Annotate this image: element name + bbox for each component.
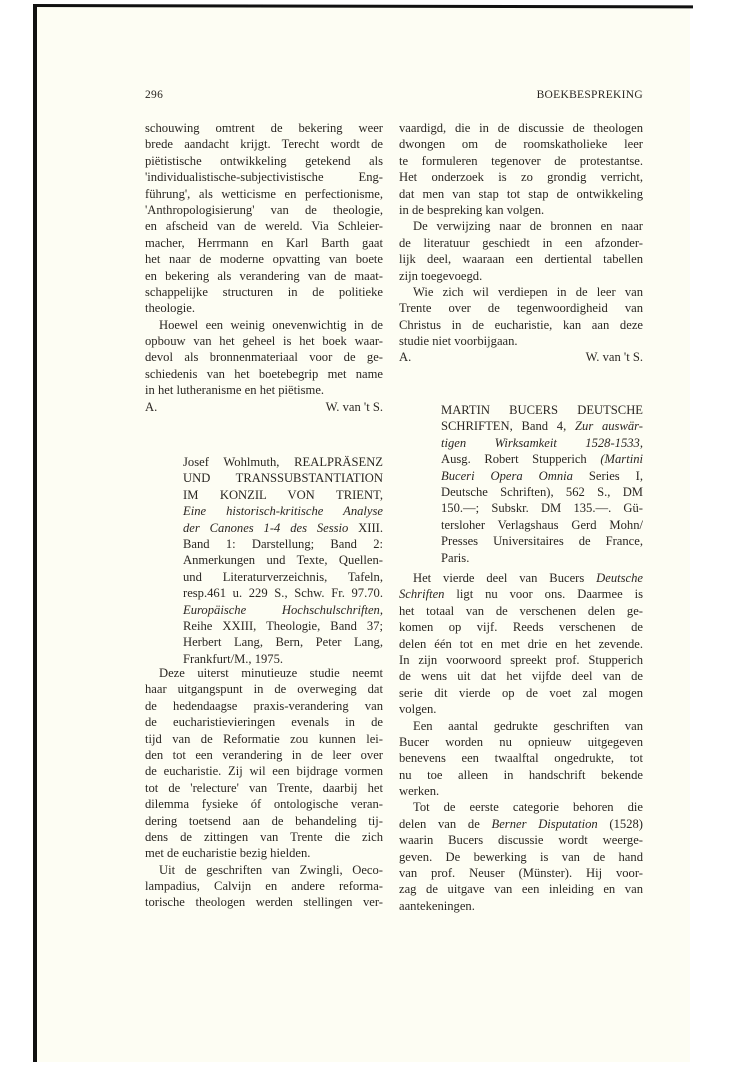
text-line: geven. De bewerking is van de hand: [399, 849, 643, 864]
text-line: tijd van de Reformatie zou kunnen lei-: [145, 731, 383, 746]
review2-signature: [399, 349, 643, 365]
text-line: lampadius, Calvijn en andere reforma-: [145, 879, 383, 894]
text-line: volgen.: [399, 702, 437, 717]
paragraph: [399, 218, 643, 284]
italic-text: tigen Wirksamkeit 1528-1533,: [441, 435, 643, 450]
review3-book-reference: [441, 402, 643, 566]
text-line: führung', als wetticisme en perfectionisme,: [145, 186, 383, 201]
signature-initial: A.: [145, 400, 158, 414]
text-line: Uit de geschriften van Zwingli, Oeco-: [159, 862, 383, 877]
text-line: Herbert Lang, Bern, Peter Lang,: [183, 635, 383, 650]
text-line: haar uitgangspunt in de overweging dat: [145, 682, 383, 697]
text-line: Presses Universitaires de France,: [441, 534, 643, 549]
text-line: dat men van stap tot stap de ontwikkeling: [399, 186, 643, 201]
signature-author: W. van 't S.: [585, 350, 643, 364]
text-line: de eucharistievieringen evenals in de: [145, 715, 383, 730]
text-line: werken.: [399, 784, 440, 799]
text-line: aantekeningen.: [399, 898, 475, 913]
text-line: devol als bronnenmateriaal voor de ge-: [145, 350, 383, 365]
text-line: Tot de eerste categorie behoren die: [413, 800, 643, 815]
text-line: en bekering als verandering van de maat-: [145, 268, 383, 283]
text-line: torische theologen werden stellingen ver-: [145, 895, 383, 910]
text-line: 'Anthropologisierung' van de theologie,: [145, 202, 383, 217]
right-review2-body: [399, 120, 643, 349]
text-line: resp.461 u. 229 S., Schw. Fr. 97.70.: [183, 586, 383, 601]
text-line: serie dit vierde op de voet zal mogen: [399, 685, 643, 700]
italic-text: Schriften: [399, 587, 445, 602]
left-review2-body: [145, 665, 383, 911]
text-line: vaardigd, die in de discussie de theologen: [399, 121, 643, 135]
text-line: delen één tot en met drie en het zevende.: [399, 636, 643, 651]
text-line: [183, 503, 383, 519]
text-line: in het lutheranisme en het piëtisme.: [145, 383, 325, 398]
text-line: Een aantal gedrukte geschriften van: [413, 718, 643, 733]
text-line: tersloher Verlagshaus Gerd Mohn/: [441, 517, 643, 532]
text-line: dwongen om de roomskatholieke leer: [399, 137, 643, 152]
italic-text: Deutsche: [596, 571, 643, 585]
text-line: het naar de moderne opvatting van boete: [145, 252, 383, 267]
text-line: den tot een verandering in de leer over: [145, 747, 383, 762]
text-line: komen op vijf. Reeds verschenen de: [399, 620, 643, 635]
text-line: Deze uiterst minutieuze studie neemt: [159, 666, 383, 680]
text-line: de hedendaagse praxis-verandering van: [145, 698, 383, 713]
text-line: schiedenis van het boetebegrip met name: [145, 366, 383, 381]
text-line: studie niet voorbijgaan.: [399, 334, 518, 349]
text-line: Josef Wohlmuth, REALPRÄSENZ: [183, 455, 383, 469]
text-line: De verwijzing naar de bronnen en naar: [413, 219, 643, 234]
text-line: de eucharistie. Zij wil een bijdrage vormen: [145, 764, 383, 779]
text-line: Paris.: [441, 550, 470, 565]
text-line: In zijn voorwoord spreekt prof. Stupperich: [399, 652, 643, 667]
text-line: SCHRIFTEN, Band 4, Zur auswär-: [441, 419, 644, 434]
text-line: piëtistische ontwikkeling getekend als: [145, 153, 383, 168]
text-line: dens de zittingen van Trente die zich: [145, 829, 383, 844]
text-line: lijk deel, waaraan een dertiental tabellen: [399, 252, 643, 267]
text-line: dilemma fysieke óf ontologische veran-: [145, 797, 383, 812]
text-line: dering toetsend aan de behandeling tij-: [145, 813, 383, 828]
text-line: brede aandacht krijgt. Terecht wordt de: [145, 137, 383, 152]
paragraph: [399, 120, 643, 218]
text-line: UND TRANSSUBSTANTIATION: [183, 471, 383, 486]
text-line: und Literaturverzeichnis, Tafeln,: [183, 569, 383, 584]
text-line: [183, 602, 383, 618]
text-line: schouwing omtrent de bekering weer: [145, 121, 383, 135]
right-review3-body: [399, 570, 643, 914]
text-line: en afscheid van de wereld. Via Schleier-: [145, 219, 383, 234]
text-line: Bucer worden nu opnieuw uitgegeven: [399, 734, 643, 749]
text-line: delen van de Berner Disputation (1528): [399, 816, 643, 831]
italic-text: Eine historisch-kritische Analyse: [183, 504, 383, 519]
text-line: Het onderzoek is zo grondig verricht,: [399, 170, 643, 185]
text-line: benevens een twaalftal ongedrukte, tot: [399, 751, 643, 766]
text-line: Schriften ligt nu voor ons. Daarmee is: [399, 587, 643, 602]
text-line: Anmerkungen und Texte, Quellen-: [183, 553, 383, 568]
text-line: waarin Bucers discussie wordt weerge-: [399, 833, 643, 848]
page-edge-left: [33, 5, 37, 1062]
text-line: Hoewel een weinig onevenwichtig in de: [159, 317, 383, 332]
text-line: Christus in de eucharistie, kan aan deze: [399, 317, 643, 332]
running-title: BOEKBESPREKING: [536, 89, 643, 101]
text-line: Frankfurt/M., 1975.: [183, 651, 284, 666]
italic-text: Buceri Opera Omnia: [441, 468, 573, 483]
paragraph: [399, 570, 643, 718]
text-line: [441, 435, 643, 451]
text-line: tot de 'relecture' van Trente, daarbij het: [145, 780, 383, 795]
text-line: 'individualistische-subjectivistische Eng-: [145, 170, 383, 185]
paragraph: [399, 718, 643, 800]
text-line: Wie zich wil verdiepen in de leer van: [413, 284, 643, 299]
left-review1-body: [145, 120, 383, 399]
text-line: Deutsche Schriften), 562 S., DM: [441, 484, 643, 499]
text-line: 150.—; Subskr. DM 135.—. Gü-: [441, 501, 643, 516]
page-number: 296: [145, 89, 164, 101]
text-line: Buceri Opera Omnia Series I,: [441, 468, 643, 483]
text-line: van prof. Neuser (Münster). Hij voor-: [399, 866, 643, 881]
text-line: opbouw van het geheel is het boek waar-: [145, 334, 383, 349]
review2-book-reference: [183, 454, 383, 667]
paragraph: [399, 284, 643, 350]
italic-text: Zur auswär-: [575, 419, 644, 434]
text-line: zag de uitgave van een inleiding en van: [399, 882, 643, 897]
text-line: schappelijke structuren in de politieke: [145, 284, 383, 299]
paragraph: [145, 120, 383, 317]
signature-initial: A.: [399, 350, 412, 364]
text-line: nu toe alleen in handschrift bekende: [399, 767, 643, 782]
italic-text: Europäische Hochschulschriften,: [183, 602, 383, 617]
text-line: Ausg. Robert Stupperich (Martini: [441, 452, 643, 467]
text-line: zijn toegevoegd.: [399, 268, 483, 283]
text-line: IM KONZIL VON TRIENT,: [183, 487, 383, 502]
italic-text: (Martini: [600, 452, 643, 467]
text-line: te formuleren tegenover de protestantse.: [399, 153, 643, 168]
text-line: het totaal van de verschenen delen ge-: [399, 603, 643, 618]
text-line: de wens uit dat het vijfde deel van de: [399, 669, 643, 684]
paragraph: [145, 665, 383, 862]
text-line: macher, Herrmann en Karl Barth gaat: [145, 235, 383, 250]
text-line: der Canones 1-4 des Sessio XIII.: [183, 520, 383, 535]
italic-text: Berner Disputation: [491, 816, 598, 831]
text-line: de literatuur geschiedt in een afzonder-: [399, 235, 643, 250]
text-line: Reihe XXIII, Theologie, Band 37;: [183, 618, 383, 633]
paragraph: [145, 862, 383, 911]
text-line: Trente over de tegenwoordigheid van: [399, 301, 643, 316]
text-line: Band 1: Darstellung; Band 2:: [183, 536, 383, 551]
signature-author: W. van 't S.: [325, 400, 383, 414]
review1-signature: [145, 399, 383, 415]
text-line: met de eucharistie bezig hielden.: [145, 846, 311, 861]
text-line: theologie.: [145, 301, 196, 316]
paragraph: [399, 799, 643, 914]
text-line: MARTIN BUCERS DEUTSCHE: [441, 403, 643, 417]
italic-text: der Canones 1-4 des Sessio: [183, 520, 349, 535]
text-line: in de bespreking kan volgen.: [399, 202, 545, 217]
text-line: Het vierde deel van Bucers Deutsche: [413, 571, 643, 585]
paragraph: [145, 317, 383, 399]
